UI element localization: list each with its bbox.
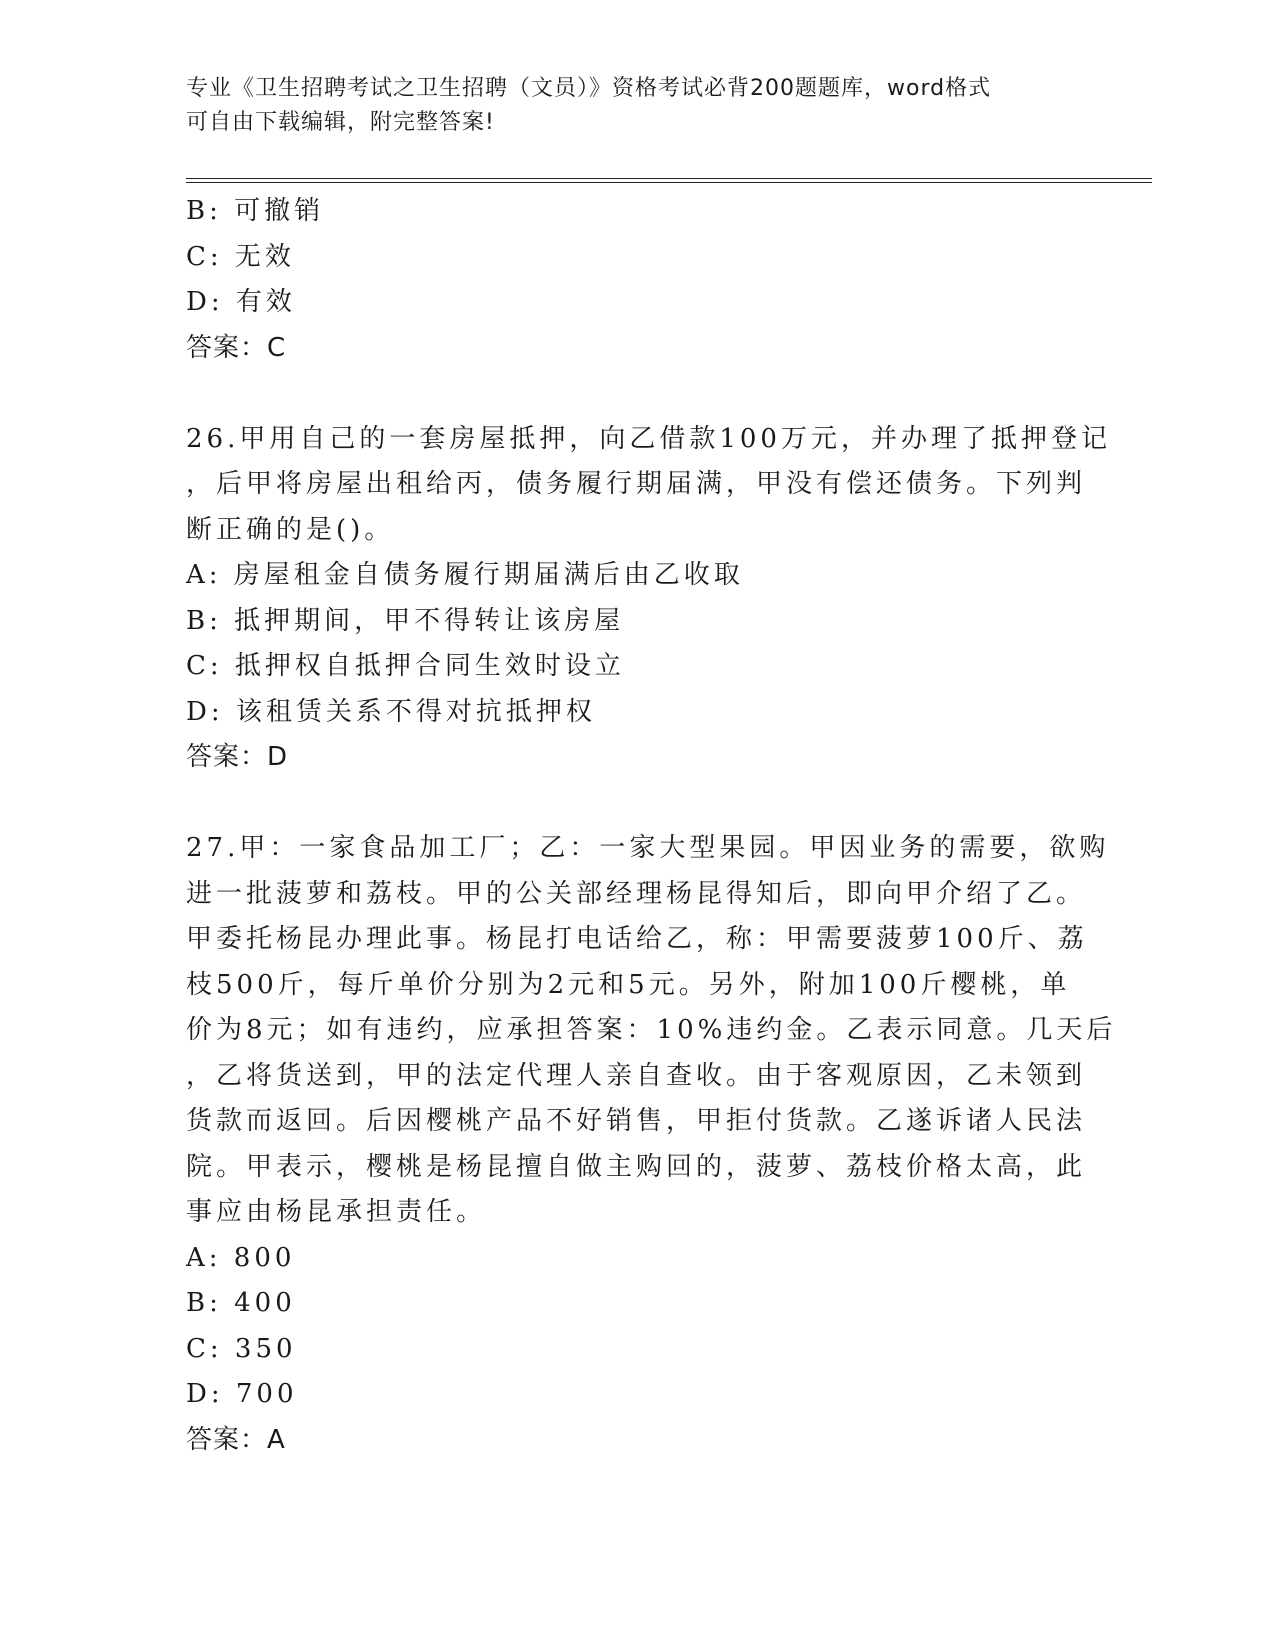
spacer [186, 371, 1086, 417]
question-stem-line: 价为8元；如有违约，应承担答案：10%违约金。乙表示同意。几天后 [186, 1015, 1117, 1045]
option-c: C: 抵押权自抵押合同生效时设立 [186, 651, 625, 681]
question-stem-line: 院。甲表示，樱桃是杨昆擅自做主购回的，菠萝、荔枝价格太高，此 [186, 1151, 1087, 1182]
header-line-2: 可自由下载编辑，附完整答案! [186, 110, 495, 135]
option-d: D: 有效 [186, 287, 296, 317]
spacer [186, 781, 1086, 827]
header-rule-bottom [186, 182, 1152, 183]
question-stem-line: 事应由杨昆承担责任。 [186, 1197, 487, 1227]
question-27 [186, 826, 1117, 1463]
question-stem-line: 货款而返回。后因樱桃产品不好销售，甲拒付货款。乙遂诉诸人民法 [186, 1106, 1087, 1136]
question-stem-line: 26.甲用自己的一套房屋抵押，向乙借款100万元，并办理了抵押登记 [186, 423, 1111, 454]
header-rule-top [186, 178, 1152, 179]
document-header [186, 72, 1086, 140]
option-b: B: 400 [186, 1288, 296, 1318]
option-a: A: 800 [186, 1242, 296, 1273]
header-line-1: 专业《卫生招聘考试之卫生招聘（文员）》资格考试必背200题题库，word格式 [186, 76, 992, 101]
question-stem-line: 甲委托杨昆办理此事。杨昆打电话给乙，称：甲需要菠萝100斤、荔 [186, 924, 1088, 954]
question-stem-line: 27.甲：一家食品加工厂；乙：一家大型果园。甲因业务的需要，欲购 [186, 833, 1110, 863]
question-25-tail [186, 189, 1086, 371]
option-b: B: 抵押期间，甲不得转让该房屋 [186, 605, 625, 636]
document-body [186, 189, 1117, 1463]
answer: 答案：A [186, 1424, 286, 1455]
answer: 答案：D [186, 742, 289, 772]
question-stem-line: 进一批菠萝和荔枝。甲的公关部经理杨昆得知后，即向甲介绍了乙。 [186, 878, 1087, 909]
question-26 [186, 417, 1111, 781]
question-stem-line: ，乙将货送到，甲的法定代理人亲自查收。由于客观原因，乙未领到 [186, 1060, 1087, 1091]
option-d: D: 700 [186, 1379, 298, 1409]
option-d: D: 该租赁关系不得对抗抵押权 [186, 696, 596, 727]
option-a: A: 房屋租金自债务履行期届满后由乙收取 [186, 560, 744, 590]
question-stem-line: 枝500斤，每斤单价分别为2元和5元。另外，附加100斤樱桃，单 [186, 969, 1071, 1000]
option-b: B: 可撤销 [186, 196, 325, 226]
option-c: C: 无效 [186, 241, 295, 272]
option-c: C: 350 [186, 1333, 297, 1364]
answer: 答案：C [186, 332, 287, 363]
question-stem-line: ，后甲将房屋出租给丙，债务履行期届满，甲没有偿还债务。下列判 [186, 469, 1087, 499]
question-stem-line: 断正确的是()。 [186, 514, 395, 545]
